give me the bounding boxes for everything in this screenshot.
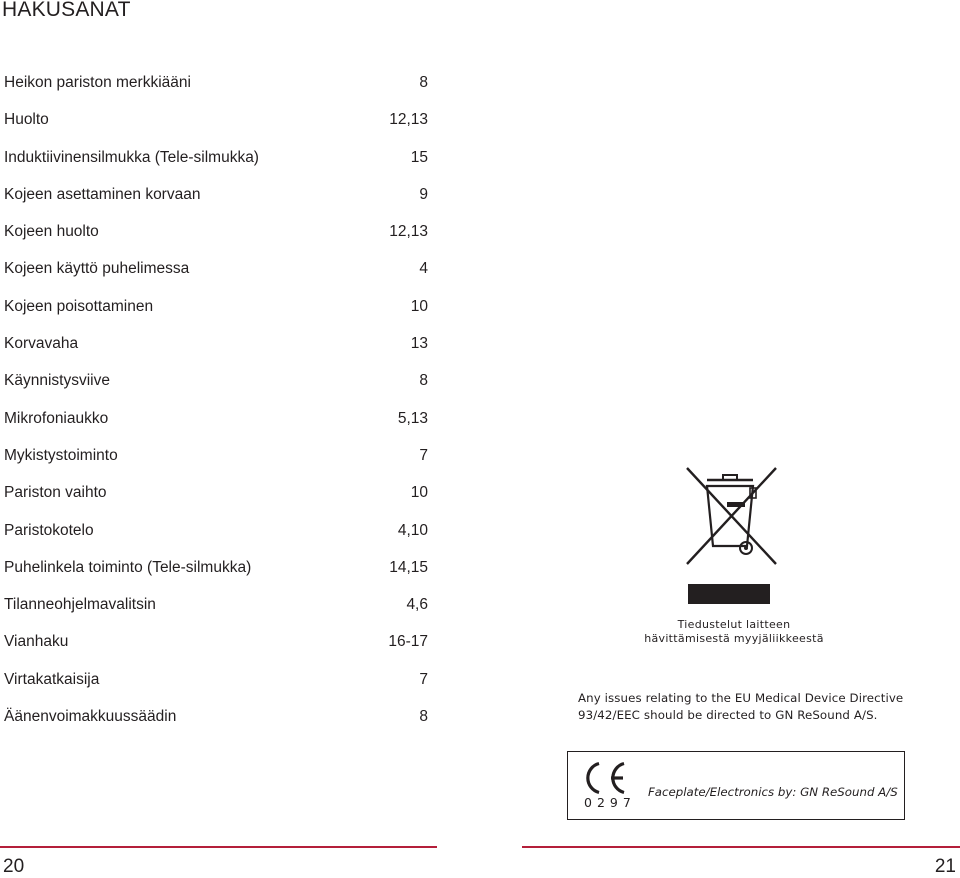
index-entry [4, 260, 428, 297]
index-entry [4, 671, 428, 708]
index-term: Kojeen käyttö puhelimessa [4, 260, 190, 278]
index-page-ref: 4 [419, 260, 428, 278]
index-page-ref: 9 [419, 185, 428, 203]
index-page-ref: 8 [419, 372, 428, 390]
index-page-ref: 15 [410, 148, 428, 166]
index-entry [4, 410, 428, 447]
index-entry [4, 372, 428, 409]
index-page-ref: 4,6 [406, 596, 428, 614]
index-term: Huolto [4, 111, 49, 129]
index-term: Kojeen huolto [4, 223, 99, 241]
index-page-ref: 7 [419, 446, 428, 464]
index-term: Heikon pariston merkkiääni [4, 74, 191, 91]
notified-body-number: 0297 [584, 795, 636, 810]
index-entry [4, 447, 428, 484]
index-page-ref: 13 [410, 335, 428, 353]
index-term: Paristokotelo [4, 521, 94, 539]
index-entry [4, 186, 428, 223]
index-term: Mikrofoniaukko [4, 409, 109, 427]
index-page-ref: 10 [410, 297, 428, 315]
index-term: Tilanneohjelmavalitsin [4, 596, 156, 614]
disposal-note [600, 618, 868, 645]
index-entry [4, 522, 428, 559]
index-entry [4, 633, 428, 670]
index-page-ref: 8 [419, 708, 428, 726]
weee-bin-icon [683, 466, 779, 606]
index-entry [4, 149, 428, 186]
ce-marking-box [567, 751, 905, 820]
index-page-ref: 14,15 [389, 558, 428, 576]
index-entry [4, 708, 428, 745]
ce-mark-icon [580, 761, 628, 795]
index-title: HAKUSANAT [2, 0, 131, 21]
index-page-ref: 10 [410, 484, 428, 502]
index-page-ref: 4,10 [397, 521, 428, 539]
index-term: Pariston vaihto [4, 484, 107, 502]
index-term: Kojeen asettaminen korvaan [4, 185, 201, 203]
index-entry [4, 74, 428, 111]
index-term: Mykistystoiminto [4, 446, 118, 464]
index-page-ref: 16-17 [388, 633, 428, 651]
index-term: Äänenvoimakkuussäädin [4, 708, 177, 726]
index-entry [4, 111, 428, 148]
index-term: Käynnistysviive [4, 372, 110, 390]
index-entry [4, 484, 428, 521]
index-term: Puhelinkela toiminto (Tele-silmukka) [4, 558, 252, 576]
index-term: Virtakatkaisija [4, 670, 100, 688]
index-list [4, 74, 428, 745]
index-term: Kojeen poisottaminen [4, 297, 154, 315]
manufacturer-text: Faceplate/Electronics by: GN ReSound A/S [648, 785, 898, 799]
index-entry [4, 335, 428, 372]
index-page-ref: 12,13 [389, 111, 428, 129]
directive-note-line-1: Any issues relating to the EU Medical Device Directive [578, 691, 904, 705]
footer-rule-left [0, 846, 437, 848]
index-entry [4, 298, 428, 335]
index-page-ref: 5,13 [397, 409, 428, 427]
index-page-ref: 12,13 [389, 223, 428, 241]
index-page-ref: 8 [419, 74, 428, 91]
index-term: Vianhaku [4, 633, 69, 651]
index-entry [4, 559, 428, 596]
index-term: Induktiivinensilmukka (Tele-silmukka) [4, 148, 259, 166]
index-page-ref: 7 [419, 670, 428, 688]
disposal-note-line-2: hävittämisestä myyjäliikkeestä [644, 631, 824, 645]
page-number-right: 21 [934, 856, 956, 877]
index-term: Korvavaha [4, 335, 79, 353]
directive-note-line-2: 93/42/EEC should be directed to GN ReSound A/S. [578, 707, 878, 722]
disposal-note-line-1: Tiedustelut laitteen [677, 618, 791, 631]
directive-note [578, 690, 918, 723]
page-number-left: 20 [3, 856, 25, 877]
index-entry [4, 596, 428, 633]
index-entry [4, 223, 428, 260]
footer-rule-right [522, 846, 960, 848]
